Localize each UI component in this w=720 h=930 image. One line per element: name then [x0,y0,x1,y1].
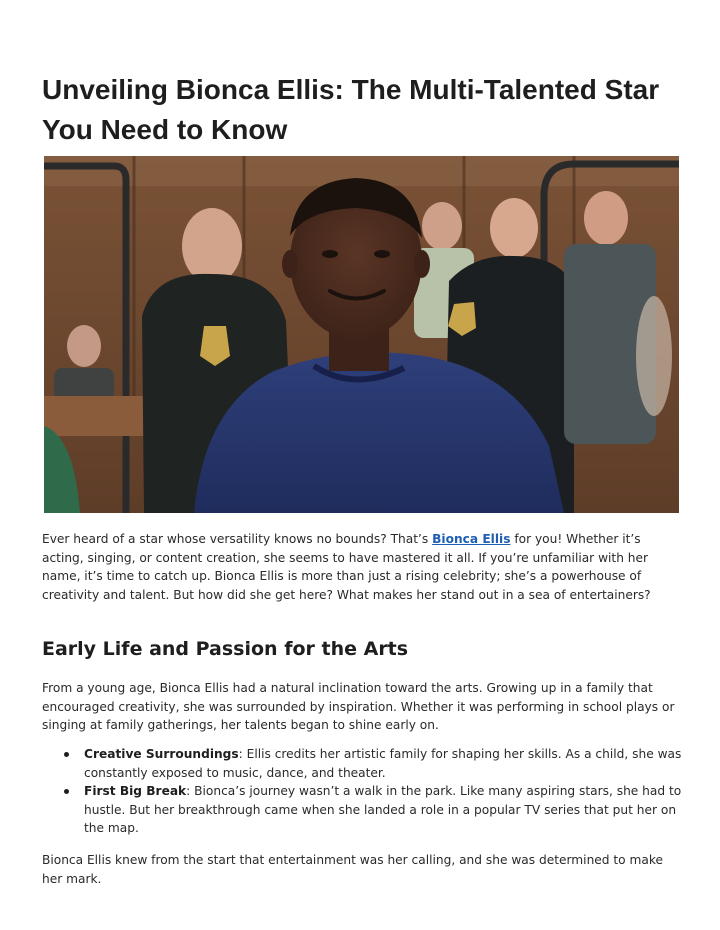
closing-paragraph: Bionca Ellis knew from the start that entertainment was her calling, and she was determined to make her mark. [42,853,663,886]
section-heading: Early Life and Passion for the Arts [42,638,409,660]
bullet-text: : Bionca’s journey wasn’t a walk in the park. Like many aspiring stars, she had to hustle. But her breakthrough came when she landed a role in a popular TV series that put her on the map. [84,784,682,835]
bullet-icon [64,789,69,794]
article-hero-photo [44,156,679,513]
bullet-label: Creative Surroundings [84,747,239,761]
list-item [42,782,682,838]
intro-text-after-link: for you! Whether it’s acting, singing, or content creation, she seems to have mastered it all. If you’re unfamiliar with her name, it’s time to catch up. Bionca Ellis is more than just a rising celebrity; she’s a powerhouse of creativity and talent. But how did she get here? What makes her stand out in a sea of entertainers? [42,532,651,602]
intro-paragraph [42,530,682,604]
bullet-label: First Big Break [84,784,187,798]
intro-text-before-link: Ever heard of a star whose versatility knows no bounds? That’s [42,532,433,546]
section-paragraph: From a young age, Bionca Ellis had a natural inclination toward the arts. Growing up in a family that encouraged creativity, she was surrounded by inspiration. Whether it was performing in school plays or singing at family gatherings, her talents began to shine early on. [42,681,675,732]
bullet-list [42,745,682,838]
bullet-icon [64,752,69,757]
bullet-text: : Ellis credits her artistic family for shaping her skills. As a child, she was constantly exposed to music, dance, and theater. [84,747,682,780]
bionca-ellis-link[interactable]: Bionca Ellis [432,532,511,546]
article-title: Unveiling Bionca Ellis: The Multi-Talented Star You Need to Know [42,74,660,145]
courtroom-photo-illustration [44,156,679,513]
list-item [42,745,682,782]
